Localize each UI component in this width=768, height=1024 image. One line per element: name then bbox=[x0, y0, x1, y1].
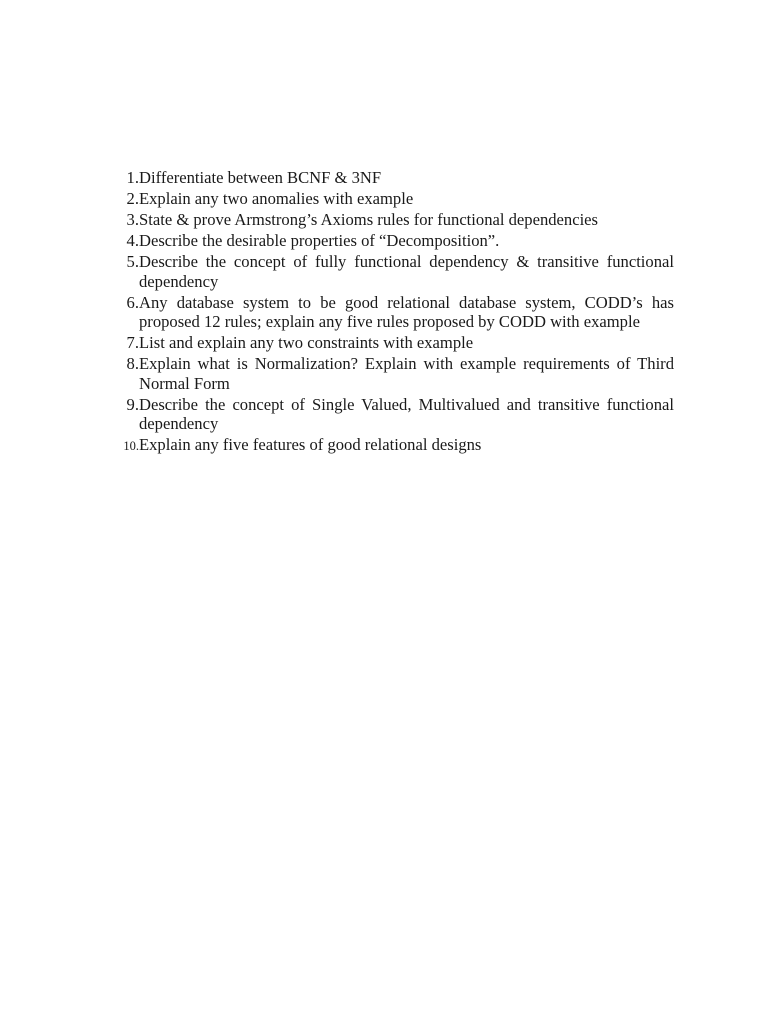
question-number: 5. bbox=[126, 251, 139, 271]
question-text: Describe the concept of Single Valued, Multivalued and transitive functional dependency bbox=[139, 394, 674, 434]
question-number: 1. bbox=[126, 168, 139, 187]
question-item bbox=[110, 435, 674, 457]
question-number: 10. bbox=[123, 439, 139, 454]
question-item bbox=[110, 168, 674, 188]
question-number: 8. bbox=[126, 354, 139, 374]
question-text: State & prove Armstrong’s Axioms rules for functional dependencies bbox=[139, 209, 599, 229]
question-item bbox=[110, 395, 674, 434]
question-number: 6. bbox=[126, 292, 139, 312]
question-item bbox=[110, 333, 674, 353]
question-number: 2. bbox=[126, 188, 139, 208]
question-item bbox=[110, 293, 674, 332]
question-text: Explain any five features of good relational designs bbox=[139, 435, 482, 455]
question-item bbox=[110, 231, 674, 251]
question-item bbox=[110, 354, 674, 393]
question-number: 3. bbox=[126, 209, 139, 229]
question-number: 7. bbox=[126, 333, 139, 353]
question-text: Explain any two anomalies with example bbox=[139, 188, 414, 208]
question-item bbox=[110, 189, 674, 209]
question-text: List and explain any two constraints with example bbox=[139, 333, 474, 353]
question-number: 9. bbox=[126, 394, 139, 414]
question-item bbox=[110, 210, 674, 230]
question-text: Explain what is Normalization? Explain with example requirements of Third Normal Form bbox=[139, 354, 674, 393]
question-text: Differentiate between BCNF & 3NF bbox=[139, 168, 382, 187]
question-item bbox=[110, 252, 674, 291]
question-list bbox=[110, 168, 674, 458]
question-number: 4. bbox=[126, 230, 139, 250]
question-text: Describe the desirable properties of “Decomposition”. bbox=[139, 230, 500, 250]
question-text: Any database system to be good relational database system, CODD’s has proposed 12 rules; explain any five rules proposed by CODD with example bbox=[139, 292, 674, 332]
question-text: Describe the concept of fully functional dependency & transitive functional dependency bbox=[139, 251, 674, 291]
